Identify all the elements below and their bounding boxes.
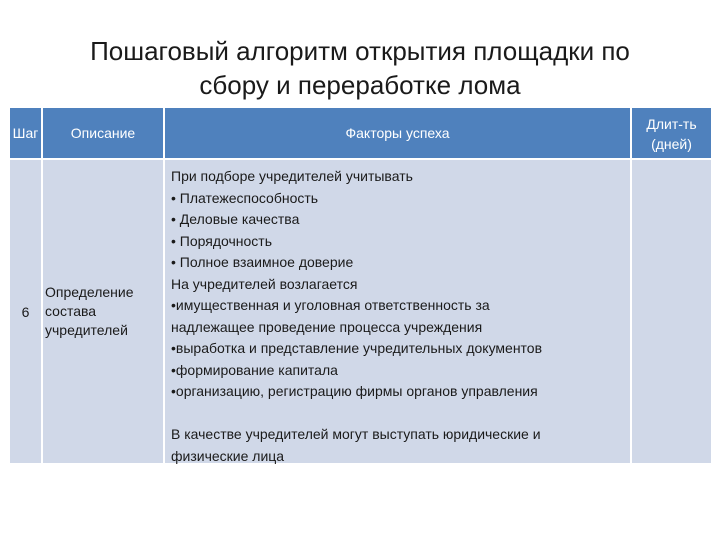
algorithm-table	[10, 108, 711, 463]
header-description: Описание	[43, 108, 163, 158]
factor-line: надлежащее проведение процесса учреждения	[171, 318, 483, 335]
factor-spacer	[171, 403, 630, 425]
factor-line: При подборе учредителей учитывать	[171, 168, 413, 184]
factor-line: • Полное взаимное доверие	[171, 254, 354, 270]
header-duration-line-2: (дней)	[651, 136, 692, 152]
factor-line: • Порядочность	[171, 232, 273, 249]
table-row-step: 6	[10, 160, 41, 463]
factor-line: •формирование капитала	[171, 361, 338, 378]
title-line-1: Пошаговый алгоритм открытия площадки по	[90, 36, 630, 66]
factor-line: •выработка и представление учредительных документов	[171, 340, 543, 356]
description-line: учредителей	[45, 322, 128, 338]
factor-line: В качестве учредителей могут выступать юридические и	[171, 426, 541, 442]
factor-line: •организацию, регистрацию фирмы органов управления	[171, 383, 538, 399]
title-line-2: сбору и переработке лома	[199, 70, 521, 100]
factor-line: На учредителей возлагается	[171, 275, 358, 292]
factor-line: • Деловые качества	[171, 211, 300, 227]
header-step: Шаг	[10, 108, 41, 158]
slide-title	[0, 34, 720, 102]
factor-line: • Платежеспособность	[171, 189, 319, 206]
factors-list	[165, 160, 630, 467]
factor-line: •имущественная и уголовная ответственность за	[171, 297, 490, 313]
description-line: состава	[45, 303, 97, 319]
table-row-description	[43, 160, 163, 463]
header-factors: Факторы успеха	[165, 108, 630, 158]
header-duration-line-1: Длит-ть	[646, 116, 697, 132]
table-row-duration	[632, 160, 711, 463]
table-row-factors	[165, 160, 630, 463]
description-line: Определение	[45, 284, 134, 300]
header-duration	[632, 108, 711, 158]
factor-line: физические лица	[171, 447, 285, 464]
